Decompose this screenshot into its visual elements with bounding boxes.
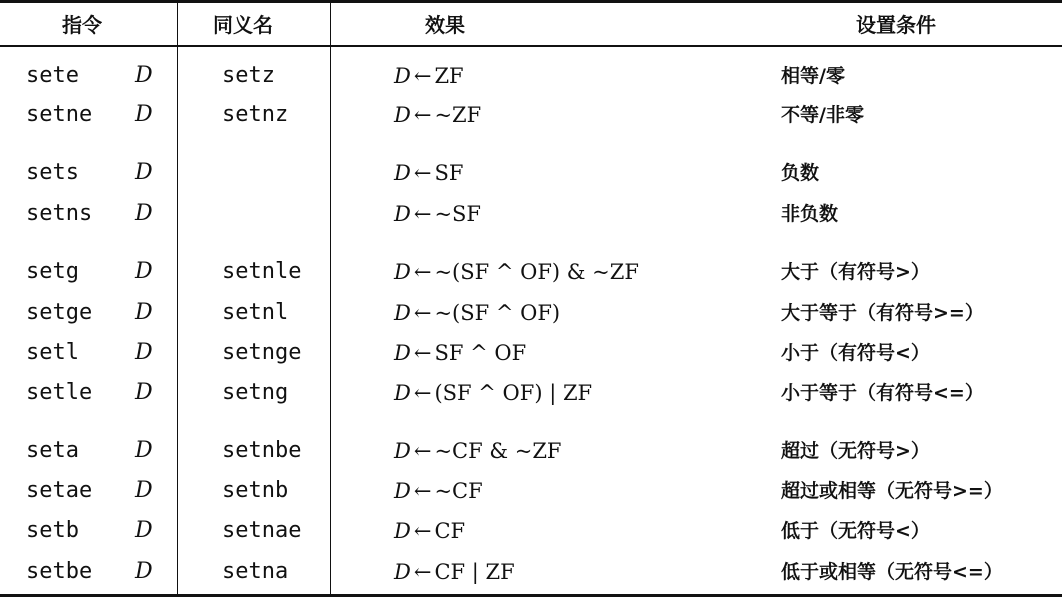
effect-dest: D (394, 439, 411, 463)
instruction-cell: setns (26, 201, 93, 226)
table-row (0, 376, 1062, 410)
header-instruction: 指令 (62, 13, 102, 37)
left-arrow-icon: ← (413, 161, 432, 185)
effect-expression: ~SF (434, 202, 482, 226)
table-row (0, 555, 1062, 589)
instruction-cell: sets (26, 160, 79, 185)
left-arrow-icon: ← (413, 381, 432, 405)
table-row (0, 98, 1062, 132)
table-row (0, 197, 1062, 231)
left-arrow-icon: ← (413, 301, 432, 325)
effect-dest: D (394, 519, 411, 543)
operand-cell: D (135, 340, 153, 365)
table-row (0, 255, 1062, 289)
table-row (0, 296, 1062, 330)
effect-expression: ~ZF (434, 103, 482, 127)
effect-expression: ~CF (434, 479, 483, 503)
effect-expression: ~(SF ^ OF) (434, 301, 561, 325)
left-arrow-icon: ← (413, 341, 432, 365)
condition-cell: 超过（无符号>） (781, 440, 930, 462)
instruction-cell: sete (26, 63, 79, 88)
table-row (0, 59, 1062, 93)
effect-dest: D (394, 560, 411, 584)
synonym-cell: setnb (222, 478, 289, 503)
condition-cell: 非负数 (781, 203, 839, 225)
condition-cell: 负数 (781, 162, 820, 184)
table-row (0, 336, 1062, 370)
left-arrow-icon: ← (413, 519, 432, 543)
operand-cell: D (135, 63, 153, 88)
left-arrow-icon: ← (413, 260, 432, 284)
instruction-cell: seta (26, 438, 79, 463)
effect-expression: SF ^ OF (434, 341, 527, 365)
condition-cell: 大于等于（有符号>=） (781, 302, 984, 324)
effect-dest: D (394, 161, 411, 185)
operand-cell: D (135, 201, 153, 226)
effect-expression: CF | ZF (434, 560, 515, 584)
table-row (0, 514, 1062, 548)
effect-expression: SF (434, 161, 464, 185)
instruction-cell: setae (26, 478, 93, 503)
effect-dest: D (394, 301, 411, 325)
effect-cell (394, 98, 481, 132)
instruction-cell: setb (26, 518, 79, 543)
effect-dest: D (394, 202, 411, 226)
instruction-cell: setbe (26, 559, 93, 584)
table-row (0, 156, 1062, 190)
synonym-cell: setnz (222, 102, 289, 127)
effect-dest: D (394, 260, 411, 284)
effect-expression: CF (434, 519, 466, 543)
header-effect: 效果 (425, 13, 465, 37)
instruction-cell: setge (26, 300, 93, 325)
instruction-cell: setg (26, 259, 79, 284)
condition-cell: 小于等于（有符号<=） (781, 382, 984, 404)
effect-cell (394, 514, 465, 548)
left-arrow-icon: ← (413, 560, 432, 584)
condition-cell: 大于（有符号>） (781, 261, 930, 283)
effect-cell (394, 376, 592, 410)
condition-cell: 超过或相等（无符号>=） (781, 480, 1003, 502)
effect-expression: (SF ^ OF) | ZF (434, 381, 593, 405)
effect-cell (394, 336, 526, 370)
effect-dest: D (394, 341, 411, 365)
effect-expression: ~CF & ~ZF (434, 439, 562, 463)
left-arrow-icon: ← (413, 64, 432, 88)
effect-cell (394, 156, 463, 190)
condition-cell: 小于（有符号<） (781, 342, 930, 364)
table-row (0, 474, 1062, 508)
operand-cell: D (135, 102, 153, 127)
operand-cell: D (135, 160, 153, 185)
table-top-rule (0, 0, 1062, 3)
effect-cell (394, 434, 562, 468)
effect-dest: D (394, 103, 411, 127)
operand-cell: D (135, 438, 153, 463)
operand-cell: D (135, 259, 153, 284)
effect-cell (394, 59, 464, 93)
header-synonym: 同义名 (213, 13, 273, 37)
operand-cell: D (135, 518, 153, 543)
left-arrow-icon: ← (413, 202, 432, 226)
effect-dest: D (394, 64, 411, 88)
effect-cell (394, 255, 639, 289)
condition-cell: 相等/零 (781, 65, 845, 87)
operand-cell: D (135, 559, 153, 584)
effect-expression: ~(SF ^ OF) & ~ZF (434, 260, 639, 284)
condition-cell: 不等/非零 (781, 104, 864, 126)
synonym-cell: setnae (222, 518, 302, 543)
effect-cell (394, 555, 515, 589)
table-header-rule (0, 45, 1062, 47)
header-condition: 设置条件 (856, 13, 936, 37)
effect-dest: D (394, 381, 411, 405)
effect-cell (394, 474, 483, 508)
instruction-cell: setl (26, 340, 79, 365)
left-arrow-icon: ← (413, 103, 432, 127)
effect-dest: D (394, 479, 411, 503)
synonym-cell: setnbe (222, 438, 302, 463)
table-row (0, 434, 1062, 468)
condition-cell: 低于（无符号<） (781, 520, 930, 542)
effect-cell (394, 197, 481, 231)
operand-cell: D (135, 300, 153, 325)
synonym-cell: setnge (222, 340, 302, 365)
instruction-cell: setle (26, 380, 93, 405)
effect-expression: ZF (434, 64, 464, 88)
synonym-cell: setng (222, 380, 289, 405)
condition-cell: 低于或相等（无符号<=） (781, 561, 1003, 583)
left-arrow-icon: ← (413, 439, 432, 463)
synonym-cell: setz (222, 63, 275, 88)
synonym-cell: setna (222, 559, 289, 584)
operand-cell: D (135, 478, 153, 503)
synonym-cell: setnle (222, 259, 302, 284)
instruction-cell: setne (26, 102, 93, 127)
operand-cell: D (135, 380, 153, 405)
effect-cell (394, 296, 560, 330)
left-arrow-icon: ← (413, 479, 432, 503)
synonym-cell: setnl (222, 300, 289, 325)
table-bottom-rule (0, 594, 1062, 597)
